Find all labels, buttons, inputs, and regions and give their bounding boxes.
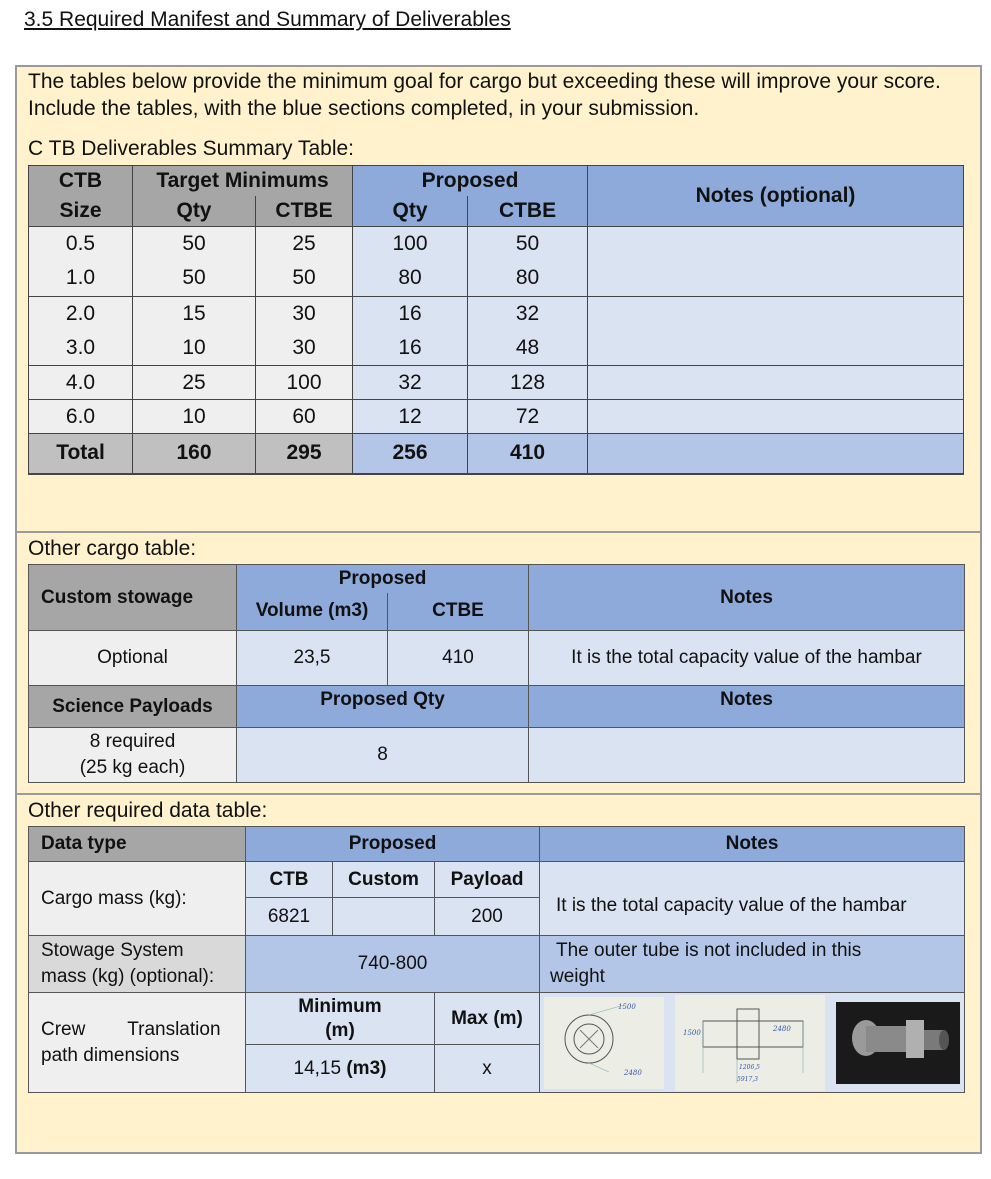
other-cargo-caption: Other cargo table:	[28, 537, 197, 560]
total-target-qty: 160	[133, 434, 256, 474]
proposed-qty-cell[interactable]: 12	[353, 400, 468, 434]
divider	[15, 793, 982, 795]
target-qty-cell: 10	[133, 400, 256, 434]
cargo-mass-label: Cargo mass (kg):	[29, 862, 246, 936]
notes-cell[interactable]	[529, 728, 965, 783]
svg-text:1500: 1500	[618, 1002, 636, 1011]
other-data-caption: Other required data table:	[28, 799, 268, 822]
target-qty-cell: 50	[133, 261, 256, 297]
table-row	[29, 728, 965, 783]
science-label: 8 required (25 kg each)	[29, 728, 237, 783]
target-qty-cell: 10	[133, 332, 256, 366]
3d-render-icon	[836, 1002, 960, 1084]
notes-cell[interactable]	[588, 366, 964, 400]
header-ctbe: CTBE	[388, 593, 529, 631]
table-row	[29, 400, 964, 434]
size-cell: 1.0	[29, 261, 133, 297]
other-data-table	[28, 826, 965, 1093]
cross-section-drawing-icon	[544, 997, 664, 1089]
proposed-ctbe-cell[interactable]: 32	[468, 297, 588, 332]
table-row	[29, 297, 964, 332]
stowage-mass-cell[interactable]: 740-800	[246, 936, 540, 993]
header-proposed: Proposed	[237, 565, 529, 593]
target-ctbe-cell: 60	[256, 400, 353, 434]
header-size: Size	[29, 196, 133, 227]
header-proposed-qty: Qty	[353, 196, 468, 227]
cargo-payload-cell[interactable]: 200	[435, 898, 540, 936]
header-notes: Notes	[529, 565, 965, 631]
divider	[15, 531, 982, 533]
header-volume: Volume (m3)	[237, 593, 388, 631]
header-target-qty: Qty	[133, 196, 256, 227]
header-target-minimums: Target Minimums	[133, 166, 353, 196]
target-qty-cell: 15	[133, 297, 256, 332]
proposed-ctbe-cell[interactable]: 128	[468, 366, 588, 400]
target-ctbe-cell: 100	[256, 366, 353, 400]
header-proposed: Proposed	[353, 166, 588, 196]
total-notes	[588, 434, 964, 474]
notes-cell[interactable]	[588, 332, 964, 366]
svg-text:1500: 1500	[683, 1028, 701, 1037]
crew-path-label: Crew Translation path dimensions	[29, 993, 246, 1093]
header-proposed-ctbe: CTBE	[468, 196, 588, 227]
notes-cell[interactable]	[588, 227, 964, 261]
ctb-table-caption: C TB Deliverables Summary Table:	[28, 137, 355, 160]
total-row	[29, 434, 964, 474]
size-cell: 4.0	[29, 366, 133, 400]
table-row	[29, 631, 965, 686]
target-qty-cell: 50	[133, 227, 256, 261]
header-payload: Payload	[435, 862, 540, 898]
header-notes: Notes	[529, 686, 965, 728]
proposed-ctbe-cell[interactable]: 50	[468, 227, 588, 261]
notes-cell[interactable]	[588, 297, 964, 332]
total-proposed-qty: 256	[353, 434, 468, 474]
header-proposed: Proposed	[246, 827, 540, 862]
target-qty-cell: 25	[133, 366, 256, 400]
target-ctbe-cell: 30	[256, 297, 353, 332]
minimum-value-cell[interactable]: 14,15 (m3)	[246, 1045, 435, 1093]
table-row	[29, 366, 964, 400]
notes-cell[interactable]	[588, 400, 964, 434]
total-proposed-ctbe: 410	[468, 434, 588, 474]
notes-cell[interactable]	[588, 261, 964, 297]
size-cell: 3.0	[29, 332, 133, 366]
proposed-qty-cell[interactable]: 16	[353, 332, 468, 366]
header-minimum: Minimum (m)	[246, 993, 435, 1045]
proposed-qty-cell[interactable]: 100	[353, 227, 468, 261]
intro-text: The tables below provide the minimum goal for cargo but exceeding these will improve your score. Include the tables, with the blue sections completed, in your submission.	[28, 70, 941, 120]
optional-label: Optional	[29, 631, 237, 686]
science-qty-cell[interactable]: 8	[237, 728, 529, 783]
cargo-custom-cell[interactable]	[333, 898, 435, 936]
target-ctbe-cell: 30	[256, 332, 353, 366]
notes-cell[interactable]: It is the total capacity value of the hambar	[529, 631, 965, 686]
size-cell: 6.0	[29, 400, 133, 434]
svg-text:5917,3: 5917,3	[737, 1075, 758, 1083]
target-ctbe-cell: 50	[256, 261, 353, 297]
svg-text:2480: 2480	[624, 1068, 642, 1077]
proposed-ctbe-cell[interactable]: 48	[468, 332, 588, 366]
size-cell: 2.0	[29, 297, 133, 332]
cargo-notes-cell[interactable]: It is the total capacity value of the hambar	[540, 862, 965, 936]
size-cell: 0.5	[29, 227, 133, 261]
total-target-ctbe: 295	[256, 434, 353, 474]
ctb-summary-table	[28, 165, 964, 475]
proposed-qty-cell[interactable]: 80	[353, 261, 468, 297]
header-custom-stowage: Custom stowage	[29, 565, 237, 631]
svg-text:1206,5: 1206,5	[739, 1063, 760, 1071]
header-ctb: CTB	[246, 862, 333, 898]
proposed-ctbe-cell[interactable]: 80	[468, 261, 588, 297]
header-science-payloads: Science Payloads	[29, 686, 237, 728]
target-ctbe-cell: 25	[256, 227, 353, 261]
svg-text:2480: 2480	[773, 1024, 791, 1033]
proposed-qty-cell[interactable]: 32	[353, 366, 468, 400]
stowage-notes-cell[interactable]: The outer tube is not included in this weight	[540, 936, 965, 993]
crew-path-images	[540, 993, 965, 1093]
proposed-ctbe-cell[interactable]: 72	[468, 400, 588, 434]
header-ctb: CTB	[29, 166, 133, 196]
table-row	[29, 227, 964, 261]
table-row	[29, 261, 964, 297]
table-row	[29, 332, 964, 366]
header-proposed-qty: Proposed Qty	[237, 686, 529, 728]
side-view-drawing-icon	[675, 995, 825, 1091]
header-data-type: Data type	[29, 827, 246, 862]
header-max: Max (m)	[435, 993, 540, 1045]
header-custom: Custom	[333, 862, 435, 898]
total-label: Total	[29, 434, 133, 474]
volume-cell[interactable]: 23,5	[237, 631, 388, 686]
proposed-qty-cell[interactable]: 16	[353, 297, 468, 332]
stowage-mass-label: Stowage System mass (kg) (optional):	[29, 936, 246, 993]
header-target-ctbe: CTBE	[256, 196, 353, 227]
ctbe-cell[interactable]: 410	[388, 631, 529, 686]
header-notes: Notes	[540, 827, 965, 862]
header-notes-optional: Notes (optional)	[588, 166, 964, 227]
section-heading: 3.5 Required Manifest and Summary of Deliverables	[24, 8, 511, 31]
max-value-cell[interactable]: x	[435, 1045, 540, 1093]
cargo-ctb-cell[interactable]: 6821	[246, 898, 333, 936]
other-cargo-table	[28, 564, 965, 783]
